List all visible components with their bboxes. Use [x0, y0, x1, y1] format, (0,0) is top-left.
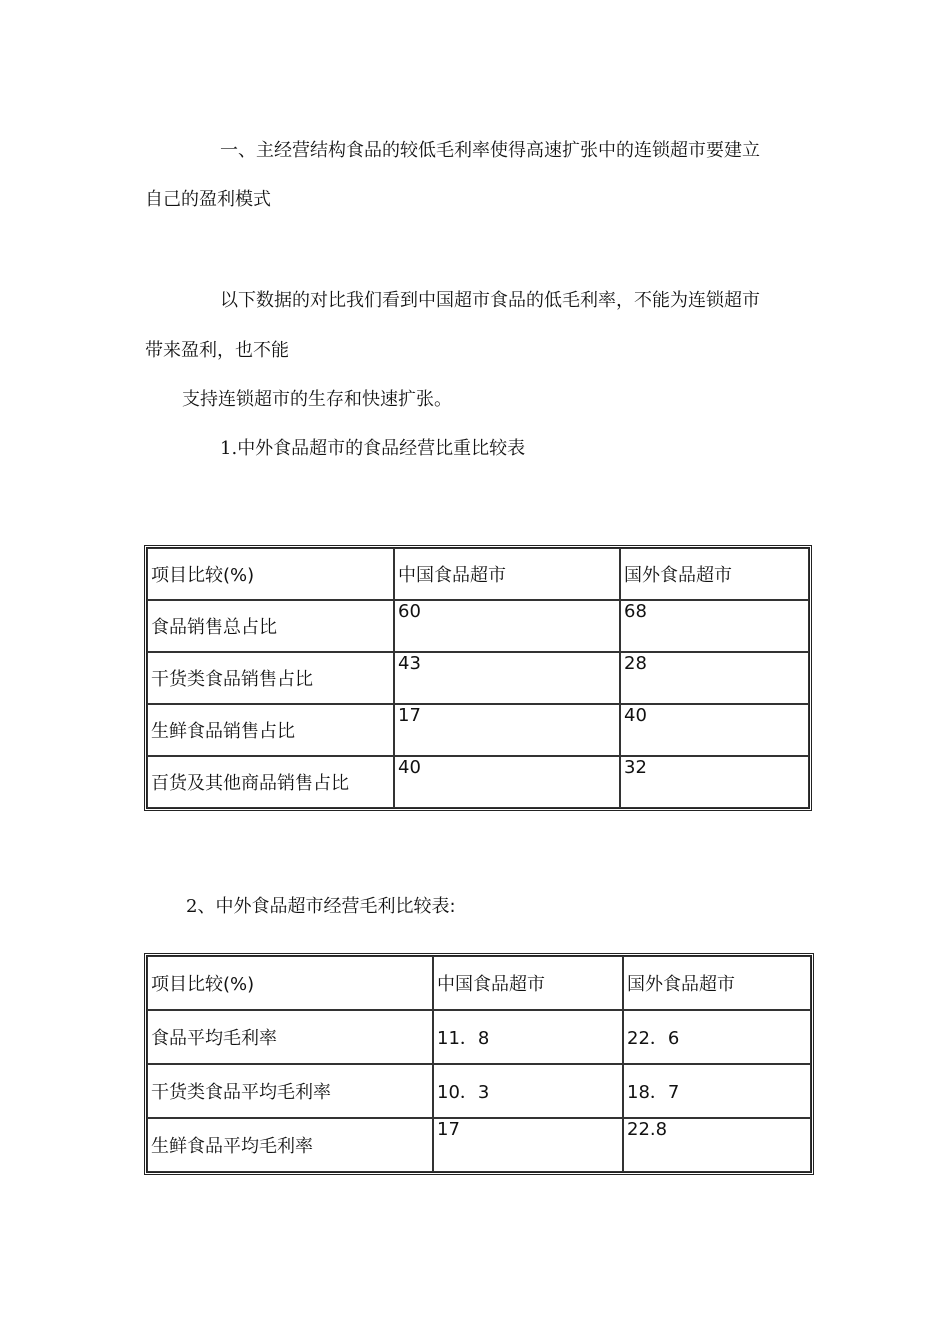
- table2-caption-title: 、中外食品超市经营毛利比较表:: [197, 896, 456, 917]
- table2-cell: 17: [433, 1118, 623, 1172]
- table1-row-label: 食品销售总占比: [147, 600, 394, 652]
- table1-header-cell: 国外食品超市: [620, 548, 809, 600]
- table2-cell: 22．6: [623, 1010, 811, 1064]
- table1: [144, 545, 812, 811]
- table1-caption-title: 中外食品超市的食品经营比重比较表: [237, 438, 526, 459]
- table1-caption-number: 1.: [220, 438, 238, 459]
- table2-row-label: 生鲜食品平均毛利率: [147, 1118, 433, 1172]
- table2-row-label: 干货类食品平均毛利率: [147, 1064, 433, 1118]
- p2-line-2: 带来盈利，也不能: [145, 340, 289, 361]
- table2-header-row: [147, 956, 811, 1010]
- table1-header-cell: 中国食品超市: [394, 548, 620, 600]
- table1-cell: 32: [620, 756, 809, 808]
- table2-caption: [186, 895, 456, 919]
- table1-cell: 28: [620, 652, 809, 704]
- table1-cell: 68: [620, 600, 809, 652]
- table2-cell: 18．7: [623, 1064, 811, 1118]
- p2-line-3: 支持连锁超市的生存和快速扩张。: [182, 389, 452, 410]
- table2-cell: 10．3: [433, 1064, 623, 1118]
- table1-row-label: 百货及其他商品销售占比: [147, 756, 394, 808]
- table2-header-cell: 国外食品超市: [623, 956, 811, 1010]
- table-row: [147, 652, 809, 704]
- table1-header-cell: 项目比较(%): [147, 548, 394, 600]
- table2: [144, 953, 814, 1175]
- table-row: [147, 600, 809, 652]
- table-row: [147, 1064, 811, 1118]
- table2-cell: 11．8: [433, 1010, 623, 1064]
- p1-line-1: 一、主经营结构食品的较低毛利率使得高速扩张中的连锁超市要建立: [220, 140, 760, 161]
- table-row: [147, 1010, 811, 1064]
- table2-cell: 22.8: [623, 1118, 811, 1172]
- table2-row-label: 食品平均毛利率: [147, 1010, 433, 1064]
- table1-row-label: 干货类食品销售占比: [147, 652, 394, 704]
- table-row: [147, 704, 809, 756]
- table2-header-cell: 项目比较(%): [147, 956, 433, 1010]
- table-row: [147, 756, 809, 808]
- table2-caption-number: 2: [186, 896, 198, 917]
- p1-line-2: 自己的盈利模式: [145, 189, 271, 210]
- table1-header-row: [147, 548, 809, 600]
- table1-cell: 40: [394, 756, 620, 808]
- table1-caption: [220, 437, 525, 461]
- table1-cell: 60: [394, 600, 620, 652]
- table1-cell: 40: [620, 704, 809, 756]
- table1-cell: 43: [394, 652, 620, 704]
- table2-header-cell: 中国食品超市: [433, 956, 623, 1010]
- p2-line-1: 以下数据的对比我们看到中国超市食品的低毛利率，不能为连锁超市: [220, 290, 760, 311]
- table1-row-label: 生鲜食品销售占比: [147, 704, 394, 756]
- table1-cell: 17: [394, 704, 620, 756]
- table-row: [147, 1118, 811, 1172]
